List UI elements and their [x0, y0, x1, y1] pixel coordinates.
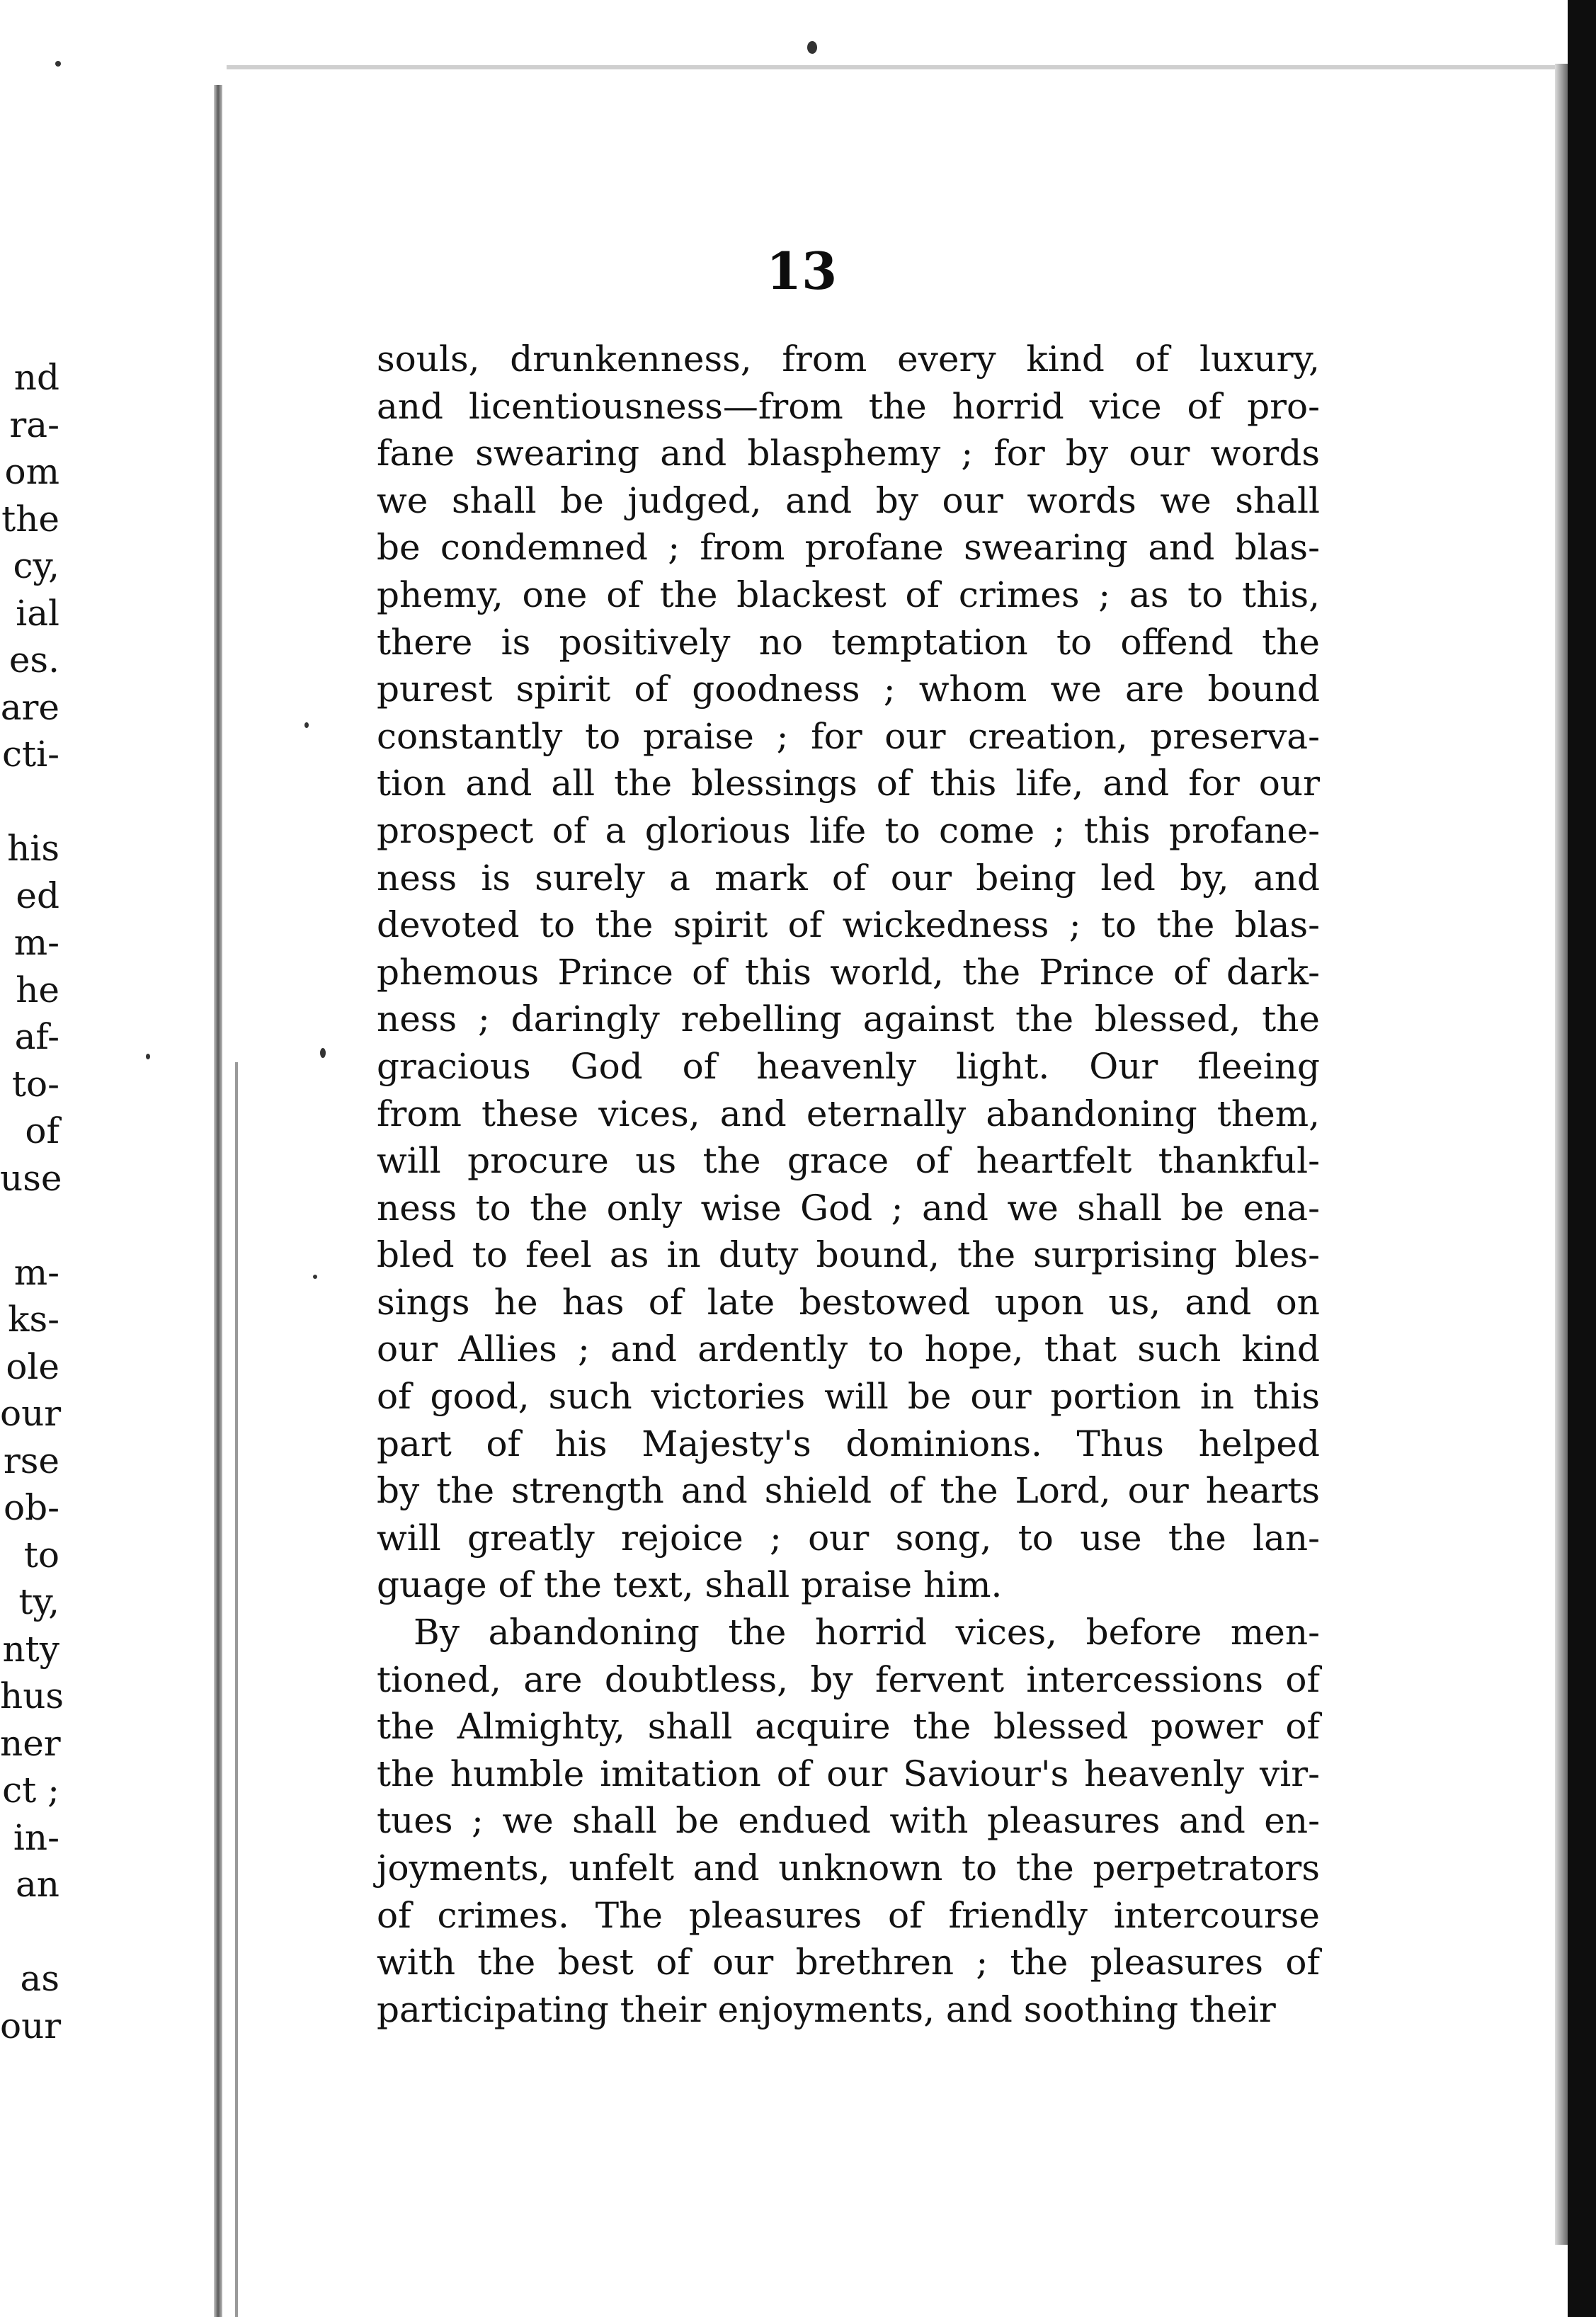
left-fragment-line: of: [25, 1110, 59, 1151]
text-line: of crimes. The pleasures of friendly intercourse: [377, 1894, 1320, 1936]
text-line: guage of the text, shall praise him.: [377, 1564, 1003, 1606]
left-fragment-line: ole: [6, 1345, 59, 1387]
ink-speck: [146, 1054, 150, 1059]
body-text: [377, 336, 1320, 2033]
left-fragment-line: m-: [13, 1251, 59, 1293]
left-fragment-line: es.: [8, 639, 59, 681]
text-line: tion and all the blessings of this life, and for our: [377, 763, 1320, 804]
book-gutter: [214, 85, 222, 2317]
ink-speck: [55, 61, 61, 67]
text-line: By abandoning the horrid vices, before men-: [414, 1612, 1320, 1653]
left-fragment-line: in-: [13, 1816, 59, 1858]
left-fragment-line: [0, 1202, 59, 1249]
text-line: ness is surely a mark of our being led by, and: [377, 857, 1320, 899]
text-line: tues ; we shall be endued with pleasures and en-: [377, 1800, 1320, 1842]
left-fragment-line: use: [0, 1157, 62, 1199]
text-line: phemy, one of the blackest of crimes ; as to this,: [377, 574, 1320, 615]
left-fragment-line: ct ;: [2, 1770, 59, 1811]
left-fragment-line: [0, 778, 59, 826]
text-line: phemous Prince of this world, the Prince of dark-: [377, 951, 1320, 993]
left-fragment-line: an: [15, 1864, 59, 1905]
left-fragment-line: ty,: [18, 1581, 59, 1622]
left-fragment-line: cy,: [13, 545, 59, 586]
page-top-edge: [227, 65, 1558, 69]
left-fragment-line: to-: [11, 1063, 59, 1105]
left-fragment-line: are: [0, 686, 59, 728]
text-line: be condemned ; from profane swearing and blas-: [377, 527, 1320, 569]
ink-speck: [807, 41, 817, 54]
left-fragment-line: [0, 1908, 59, 1956]
left-fragment-line: nd: [13, 357, 59, 398]
text-line: there is positively no temptation to offend the: [377, 621, 1320, 663]
left-page-fragments: [0, 354, 64, 2049]
text-line: will procure us the grace of heartfelt thankful-: [377, 1140, 1320, 1182]
text-line: souls, drunkenness, from every kind of luxury,: [377, 338, 1320, 380]
text-line: prospect of a glorious life to come ; this profane-: [377, 809, 1320, 851]
ink-speck: [320, 1048, 326, 1058]
text-line: part of his Majesty's dominions. Thus helped: [377, 1423, 1320, 1464]
left-fragment-line: ial: [16, 592, 59, 634]
left-fragment-line: as: [20, 1958, 59, 1999]
text-line: the humble imitation of our Saviour's heavenly vir-: [377, 1753, 1320, 1794]
left-fragment-line: om: [4, 451, 59, 492]
text-line: our Allies ; and ardently to hope, that such kind: [377, 1328, 1320, 1370]
text-line: ness ; daringly rebelling against the blessed, the: [377, 998, 1320, 1040]
text-line: ness to the only wise God ; and we shall be ena-: [377, 1187, 1320, 1229]
text-line: from these vices, and eternally abandoning them,: [377, 1093, 1320, 1134]
text-line: joyments, unfelt and unknown to the perpetrators: [377, 1848, 1320, 1889]
scanner-border: [1568, 0, 1596, 2317]
left-fragment-line: ks-: [8, 1299, 59, 1340]
left-fragment-line: ra-: [9, 404, 59, 445]
left-fragment-line: nty: [2, 1628, 59, 1670]
text-line: will greatly rejoice ; our song, to use the lan-: [377, 1517, 1320, 1559]
left-fragment-line: ob-: [3, 1487, 59, 1528]
text-line: purest spirit of goodness ; whom we are bound: [377, 668, 1320, 710]
ink-speck: [313, 1275, 317, 1279]
text-line: with the best of our brethren ; the pleasures of: [377, 1942, 1320, 1983]
left-fragment-line: our: [0, 1393, 62, 1434]
left-fragment-line: m-: [13, 922, 59, 963]
left-fragment-line: our: [0, 2005, 62, 2046]
left-fragment-line: his: [7, 828, 59, 869]
left-fragment-line: he: [16, 969, 59, 1011]
left-fragment-line: to: [23, 1534, 59, 1576]
text-line: devoted to the spirit of wickedness ; to the blas-: [377, 904, 1320, 946]
left-fragment-line: the: [1, 498, 59, 540]
text-line: we shall be judged, and by our words we shall: [377, 479, 1320, 521]
text-line: of good, such victories will be our portion in this: [377, 1376, 1320, 1418]
left-fragment-line: ner: [0, 1722, 61, 1764]
text-line: the Almighty, shall acquire the blessed power of: [377, 1706, 1320, 1748]
text-line: gracious God of heavenly light. Our fleeing: [377, 1045, 1320, 1087]
book-gutter-line: [235, 1062, 238, 2317]
left-fragment-line: ed: [16, 875, 59, 916]
text-line: constantly to praise ; for our creation, preserva-: [377, 715, 1320, 757]
text-line: bled to feel as in duty bound, the surprising bles-: [377, 1234, 1320, 1276]
text-line: and licentiousness—from the horrid vice of pro-: [377, 385, 1320, 427]
page-number: 13: [766, 241, 838, 301]
text-line: fane swearing and blasphemy ; for by our words: [377, 433, 1320, 474]
left-fragment-line: cti-: [2, 734, 59, 775]
text-line: by the strength and shield of the Lord, our hearts: [377, 1470, 1320, 1512]
text-line: tioned, are doubtless, by fervent intercessions of: [377, 1658, 1320, 1700]
text-line: participating their enjoyments, and soothing their: [377, 1988, 1276, 2030]
left-fragment-line: rse: [3, 1440, 59, 1481]
text-line: sings he has of late bestowed upon us, and on: [377, 1281, 1320, 1323]
ink-speck: [304, 722, 309, 728]
page-right-edge-shadow: [1555, 64, 1568, 2245]
left-fragment-line: af-: [14, 1016, 59, 1057]
left-fragment-line: hus: [0, 1675, 64, 1717]
